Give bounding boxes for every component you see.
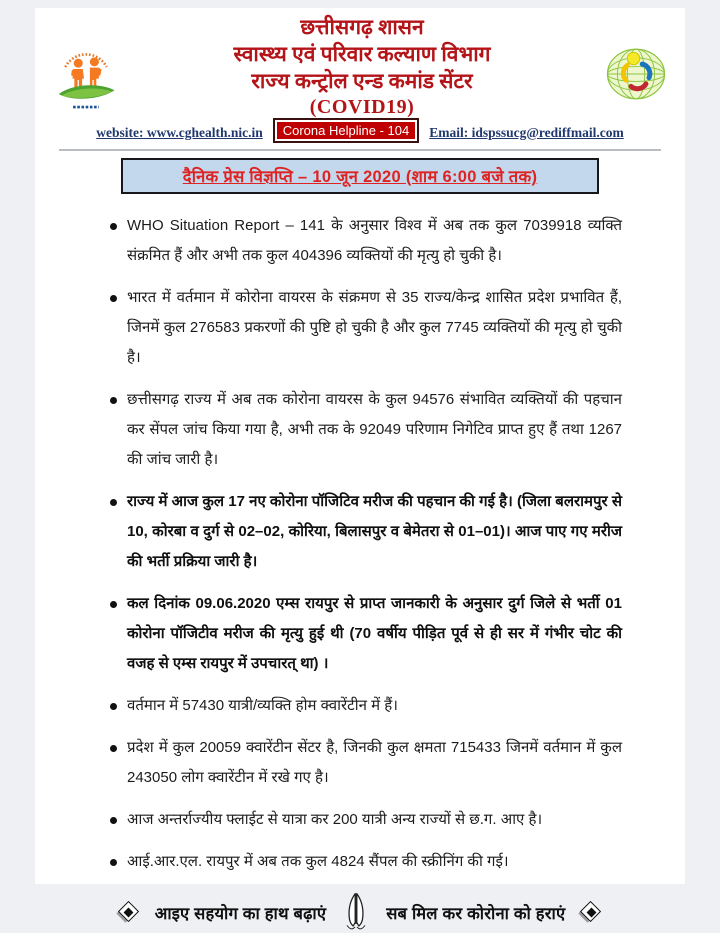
- letterhead-titles: [119, 14, 605, 120]
- sun-figure: [627, 52, 639, 64]
- header-divider: [59, 149, 661, 151]
- bullet-item: आई.आर.एल. रायपुर में अब तक कुल 4824 सैंपल की स्क्रीनिंग की गई।: [127, 847, 622, 877]
- bullet-item: आज अन्तर्राज्यीय फ्लाईट से यात्रा कर 200 यात्री अन्य राज्यों से छ.ग. आए है।: [127, 805, 622, 835]
- idsp-globe-logo: [605, 42, 667, 106]
- diamond-icon: [579, 900, 603, 924]
- folded-hands-icon: [340, 891, 372, 933]
- nhm-chhattisgarh-logo: [53, 36, 119, 120]
- covid-label: (COVID19): [309, 96, 415, 118]
- bullet-item: वर्तमान में 57430 यात्री/व्यक्ति होम क्वारेंटीन में हैं।: [127, 691, 622, 721]
- email-link[interactable]: Email: idspssucg@rediffmail.com: [429, 125, 624, 140]
- slogan-left: आइए सहयोग का हाथ बढ़ाएं: [154, 904, 327, 923]
- bullet-item: भारत में वर्तमान में कोरोना वायरस के संक्रमण से 35 राज्य/केन्द्र शासित प्रदेश प्रभावित हैं, जिनमें कुल 276583 प्रकरणों की पुष्टि हो चुकी है और कुल 7745 व्यक्तियों की मृत्यु हो चुकी है।: [127, 283, 622, 373]
- diamond-icon: [117, 900, 141, 924]
- press-release-title: दैनिक प्रेस विज्ञप्ति – 10 जून 2020 (शाम 6:00 बजे तक): [121, 158, 599, 194]
- dept-name: स्वास्थ्य एवं परिवार कल्याण विभाग: [233, 42, 491, 66]
- website-link[interactable]: website: www.cghealth.nic.in: [96, 125, 263, 140]
- helpline-badge: Corona Helpline - 104: [273, 118, 419, 143]
- bullet-item: छत्तीसगढ़ राज्य में अब तक कोरोना वायरस के कुल 94576 संभावित व्यक्तियों की पहचान कर सेंपल जांच किया गया है, अभी तक के 92049 परिणाम निगेटिव प्राप्त हुए हैं तथा 1267 की जांच जारी है।: [127, 385, 622, 475]
- bullet-item: कल दिनांक 09.06.2020 एम्स रायपुर से प्राप्त जानकारी के अनुसार दुर्ग जिले से भर्ती 01 कोरोना पॉजिटीव मरीज की मृत्यु हुई थी (70 वर्षीय पीड़ित पूर्व से ही सर में गंभीर चोट की वजह से एम्स रायपुर में उपचारत् था) ।: [127, 589, 622, 679]
- bullet-item: प्रदेश में कुल 20059 क्वारेंटीन सेंटर है, जिनकी कुल क्षमता 715433 जिनमें वर्तमान में कुल 243050 लोग क्वारेंटीन में रखे गए है।: [127, 733, 622, 793]
- letterhead: [35, 8, 685, 120]
- slogan-right: सब मिल कर कोरोना को हराएं: [386, 904, 566, 923]
- footer-slogan: [35, 891, 685, 933]
- bullet-item: WHO Situation Report – 141 के अनुसार विश्व में अब तक कुल 7039918 व्यक्ति संक्रमित हैं और अभी तक कुल 404396 व्यक्तियों की मृत्यु हो चुकी है।: [127, 211, 622, 271]
- command-center-name: राज्य कन्ट्रोल एन्ड कमांड सेंटर: [251, 69, 473, 93]
- org-name: छत्तीसगढ़ शासन: [300, 15, 424, 39]
- bullet-item: राज्य में आज कुल 17 नए कोरोना पॉजिटिव मरीज की पहचान की गई है। (जिला बलरामपुर से 10, कोरबा व दुर्ग से 02–02, कोरिया, बिलासपुर व बेमेतरा से 01–01)। आज पाए गए मरीज की भर्ती प्रक्रिया जारी है।: [127, 487, 622, 577]
- bullet-list: [35, 211, 685, 877]
- press-release-page: [35, 8, 685, 923]
- contact-row: [35, 120, 685, 146]
